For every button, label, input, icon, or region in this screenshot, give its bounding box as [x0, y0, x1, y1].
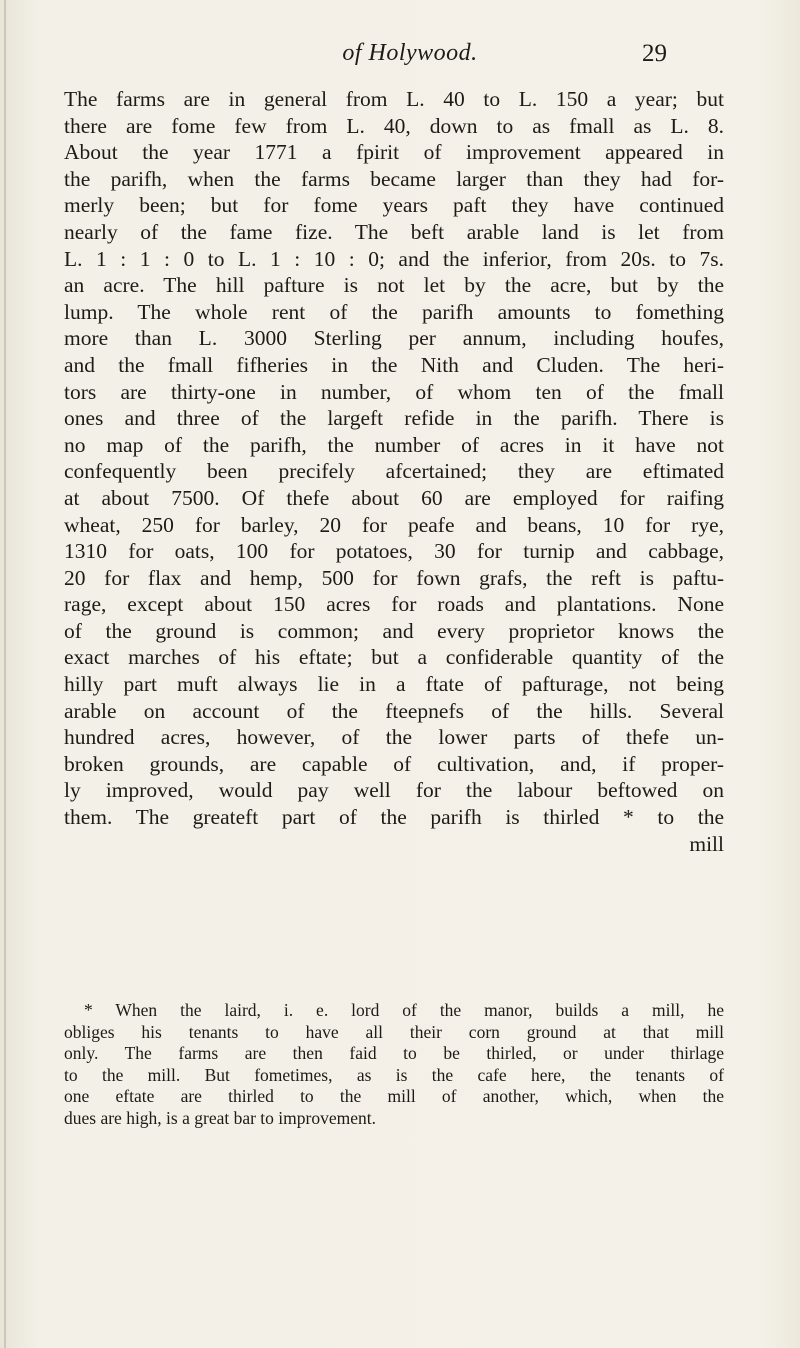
text-line: The farms are in general from L. 40 to L. 150 a year; but	[64, 87, 724, 111]
text-line: them. The greateft part of the parifh is thirled * to the	[64, 805, 724, 830]
catchword: mill	[689, 831, 724, 856]
text-line: of the ground is common; and every proprietor knows the	[64, 618, 724, 643]
text-line: exact marches of his eftate; but a confiderable quantity of the	[64, 645, 724, 670]
text-line: 20 for flax and hemp, 500 for fown grafs, the reft is paftu-	[64, 565, 724, 590]
text-line: there are fome few from L. 40, down to as fmall as L. 8.	[64, 113, 724, 138]
running-title: of Holywood.	[342, 40, 478, 66]
text-line: 1310 for oats, 100 for potatoes, 30 for turnip and cabbage,	[64, 539, 724, 564]
text-line: at about 7500. Of thefe about 60 are employed for raifing	[64, 485, 724, 510]
text-line: arable on account of the fteepnefs of the hills. Several	[64, 698, 724, 723]
footnote-line: obliges his tenants to have all their corn ground at that mill	[64, 1021, 724, 1042]
footnote-line: one eftate are thirled to the mill of another, which, when the	[64, 1086, 724, 1107]
footnote-line: to the mill. But fometimes, as is the cafe here, the tenants of	[64, 1064, 724, 1085]
text-line: ly improved, would pay well for the labour beftowed on	[64, 778, 724, 803]
page-number: 29	[642, 40, 667, 67]
text-line: hundred acres, however, of the lower parts of thefe un-	[64, 725, 724, 750]
page-header	[0, 40, 800, 76]
footnote-line: * When the laird, i. e. lord of the manor, builds a mill, he	[84, 1000, 724, 1020]
text-line: L. 1 : 1 : 0 to L. 1 : 10 : 0; and the inferior, from 20s. to 7s.	[64, 246, 724, 271]
text-line: lump. The whole rent of the parifh amounts to fomething	[64, 299, 724, 324]
page-gutter-edge	[4, 0, 6, 1348]
text-line: rage, except about 150 acres for roads and plantations. None	[64, 592, 724, 617]
text-line: confequently been precifely afcertained; they are eftimated	[64, 459, 724, 484]
text-line: nearly of the fame fize. The beft arable land is let from	[64, 219, 724, 244]
text-line: more than L. 3000 Sterling per annum, including houfes,	[64, 326, 724, 351]
text-line: About the year 1771 a fpirit of improvement appeared in	[64, 140, 724, 165]
text-line: ones and three of the largeft refide in the parifh. There is	[64, 406, 724, 431]
text-line: tors are thirty-one in number, of whom ten of the fmall	[64, 379, 724, 404]
footnote	[64, 1000, 724, 1130]
footnote-line: only. The farms are then faid to be thirled, or under thirlage	[64, 1043, 724, 1064]
main-text	[64, 86, 724, 857]
text-line: and the fmall fifheries in the Nith and Cluden. The heri-	[64, 352, 724, 377]
text-line: no map of the parifh, the number of acres in it have not	[64, 432, 724, 457]
text-line: the parifh, when the farms became larger than they had for-	[64, 166, 724, 191]
text-line: broken grounds, are capable of cultivation, and, if proper-	[64, 751, 724, 776]
text-line: hilly part muft always lie in a ftate of pafturage, not being	[64, 672, 724, 697]
text-line: merly been; but for fome years paft they have continued	[64, 193, 724, 218]
text-line: wheat, 250 for barley, 20 for peafe and beans, 10 for rye,	[64, 512, 724, 537]
text-line: an acre. The hill pafture is not let by the acre, but by the	[64, 273, 724, 298]
footnote-line: dues are high, is a great bar to improvement.	[64, 1107, 376, 1128]
